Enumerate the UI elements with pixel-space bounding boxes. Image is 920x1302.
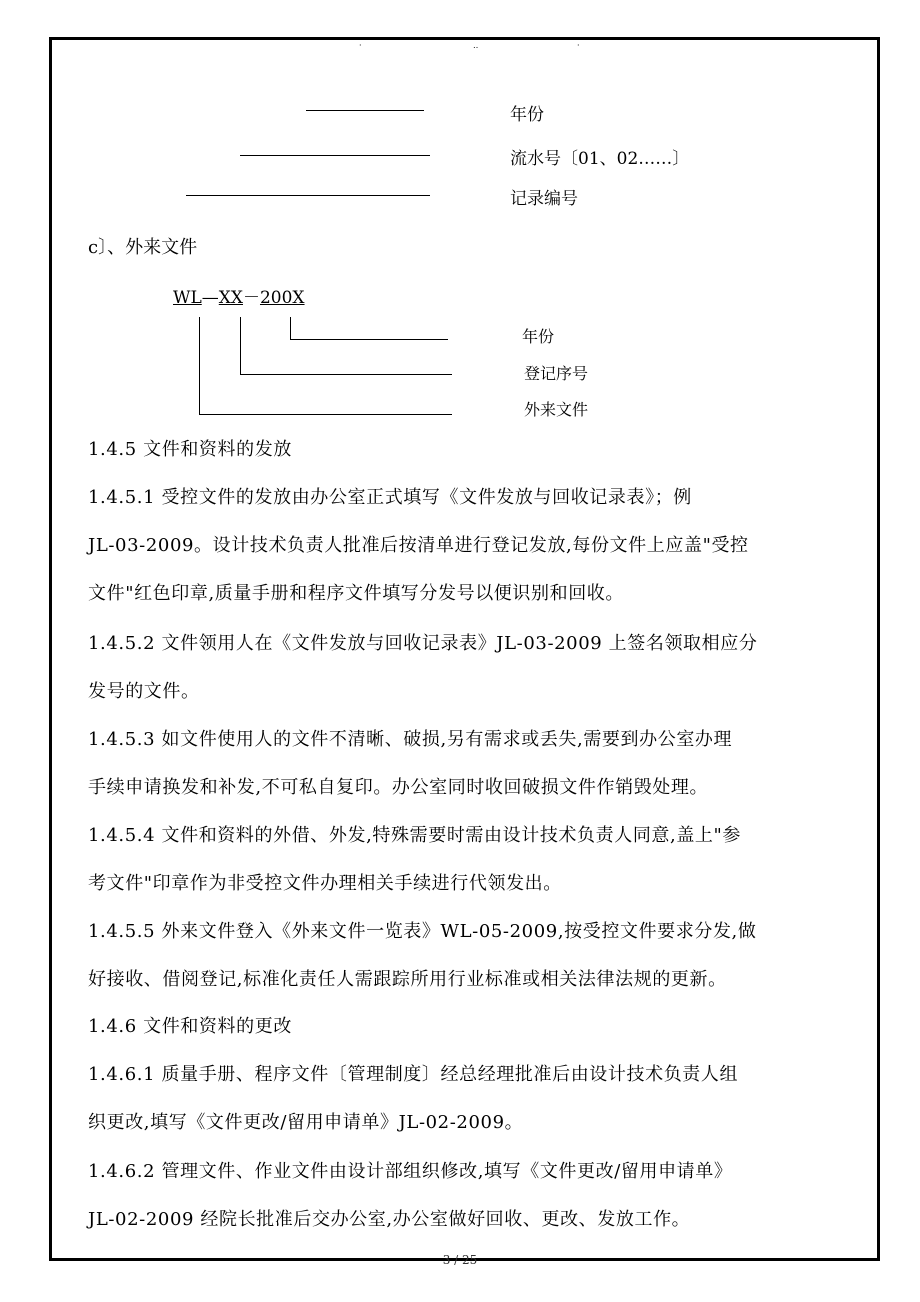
code-label-external: 外来文件 xyxy=(524,400,589,419)
legend-line-record xyxy=(186,195,430,196)
para-1-4-5-2: 1.4.5.2 文件领用人在《文件发放与回收记录表》JL-03-2009 上签名领取相应分 发号的文件。 xyxy=(88,633,758,702)
para-1-4-5-4: 1.4.5.4 文件和资料的外借、外发,特殊需要时需由设计技术负责人同意,盖上"参 考文件"印章作为非受控文件办理相关手续进行代领发出。 xyxy=(88,825,742,894)
code-connector-year-h xyxy=(290,339,448,340)
code-connector-ext-h xyxy=(199,414,452,415)
legend-label-serial: 流水号〔01、02……〕 xyxy=(510,149,690,169)
legend-label-record: 记录编号 xyxy=(510,189,578,209)
code-label-seq: 登记序号 xyxy=(524,364,589,383)
para-1-4-5-5: 1.4.5.5 外来文件登入《外来文件一览表》WL-05-2009,按受控文件要求分发,做 好接收、借阅登记,标准化责任人需跟踪所用行业标准或相关法律法规的更新。 xyxy=(88,921,757,990)
external-doc-code: WL—XX－200X xyxy=(173,288,305,308)
heading-1-4-6: 1.4.6 文件和资料的更改 xyxy=(88,1016,292,1037)
section-c-title: c〕、外来文件 xyxy=(88,237,198,258)
code-connector-ext-v xyxy=(199,317,200,414)
heading-1-4-5: 1.4.5 文件和资料的发放 xyxy=(88,439,292,460)
legend-line-year xyxy=(306,110,424,111)
legend-label-year: 年份 xyxy=(510,105,544,125)
code-label-year: 年份 xyxy=(522,327,555,346)
para-1-4-5-3: 1.4.5.3 如文件使用人的文件不清晰、破损,另有需求或丢失,需要到办公室办理 手续申请换发和补发,不可私自复印。办公室同时收回破损文件作销毁处理。 xyxy=(88,729,733,798)
para-1-4-6-2: 1.4.6.2 管理文件、作业文件由设计部组织修改,填写《文件更改/留用申请单》 JL-02-2009 经院长批准后交办公室,办公室做好回收、更改、发放工作。 xyxy=(88,1161,733,1230)
code-connector-year-v xyxy=(290,317,291,339)
page-indicator: 3 / 25 xyxy=(442,1253,478,1267)
code-connector-seq-v xyxy=(240,317,241,374)
legend-line-serial xyxy=(240,155,430,156)
para-1-4-5-1: 1.4.5.1 受控文件的发放由办公室正式填写《文件发放与回收记录表》；例 JL-03-2009。设计技术负责人批准后按清单进行登记发放,每份文件上应盖"受控 文件"红色印章,质量手册和程序文件填写分发号以便识别和回收。 xyxy=(88,487,749,604)
para-1-4-6-1: 1.4.6.1 质量手册、程序文件〔管理制度〕经总经理批准后由设计技术负责人组 织更改,填写《文件更改/留用申请单》JL-02-2009。 xyxy=(88,1064,739,1133)
code-connector-seq-h xyxy=(240,374,452,375)
